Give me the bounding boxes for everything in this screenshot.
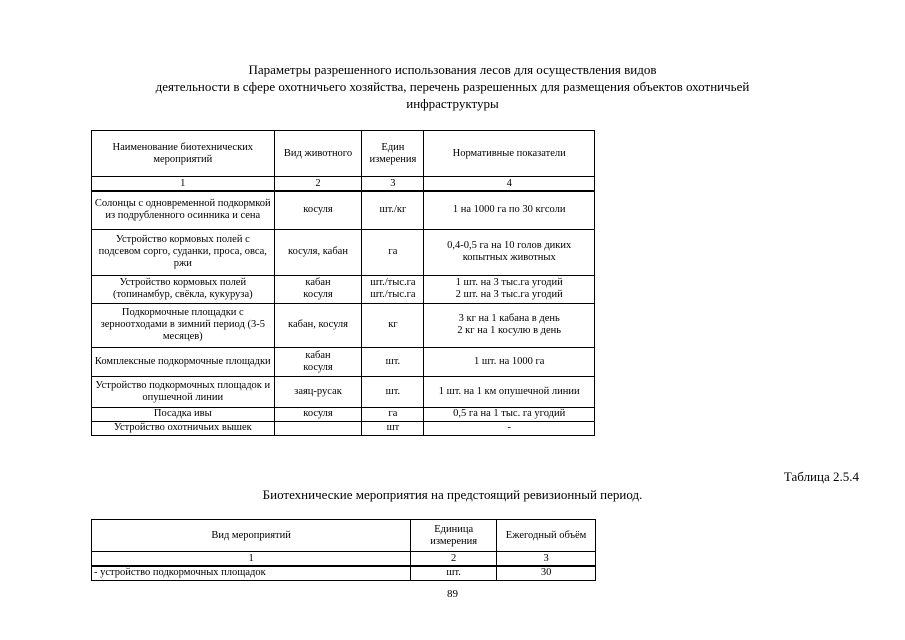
heading-line-1: Параметры разрешенного использования лесов для осуществления видов — [248, 62, 657, 77]
unit-cell: шт. — [411, 566, 497, 580]
table-row — [92, 275, 595, 303]
table-row — [92, 407, 595, 421]
column-number: 3 — [362, 177, 424, 192]
animal-cell — [274, 421, 362, 435]
table-row — [92, 191, 595, 229]
unit-cell: шт. — [362, 347, 424, 376]
activity-cell: Устройство кормовых полей (топинамбур, свёкла, кукуруза) — [92, 275, 275, 303]
activity-cell: Устройство кормовых полей с подсевом сорго, суданки, проса, овса, ржи — [92, 229, 275, 275]
unit-cell: га — [362, 407, 424, 421]
norm-cell: 1 шт. на 3 тыс.га угодий 2 шт. на 3 тыс.га угодий — [424, 275, 595, 303]
header-cell: Един измерения — [362, 131, 424, 177]
table-row — [92, 229, 595, 275]
table-label: Таблица 2.5.4 — [783, 469, 859, 484]
table-header-row — [92, 131, 595, 177]
unit-cell: шт — [362, 421, 424, 435]
norm-cell: 1 шт. на 1000 га — [424, 347, 595, 376]
unit-cell: шт./кг — [362, 191, 424, 229]
animal-cell: заяц-русак — [274, 376, 362, 407]
column-number: 4 — [424, 177, 595, 192]
biotech-norms-table — [91, 130, 595, 436]
column-number: 1 — [92, 177, 275, 192]
column-number: 3 — [497, 552, 596, 567]
volume-cell: 30 — [497, 566, 596, 580]
column-number: 2 — [411, 552, 497, 567]
table-header-row — [92, 520, 596, 552]
activity-cell: Солонцы с одновременной подкормкой из подрубленного осинника и сена — [92, 191, 275, 229]
activity-cell: Подкормочные площадки с зерноотходами в зимний период (3-5 месяцев) — [92, 303, 275, 347]
activity-cell: Комплексные подкормочные площадки — [92, 347, 275, 376]
table-row — [92, 303, 595, 347]
norm-cell: 1 на 1000 га по 30 кгсоли — [424, 191, 595, 229]
norm-cell: 1 шт. на 1 км опушечной линии — [424, 376, 595, 407]
norm-cell: 0,5 га на 1 тыс. га угодий — [424, 407, 595, 421]
activity-cell: Устройство подкормочных площадок и опушечной линии — [92, 376, 275, 407]
activity-cell: Посадка ивы — [92, 407, 275, 421]
unit-cell: шт./тыс.га шт./тыс.га — [362, 275, 424, 303]
column-number: 2 — [274, 177, 362, 192]
heading-line-2: деятельности в сфере охотничьего хозяйства, перечень разрешенных для размещения объектов охотничьей — [155, 79, 750, 94]
table-row — [92, 347, 595, 376]
unit-cell: шт. — [362, 376, 424, 407]
header-cell: Нормативные показатели — [424, 131, 595, 177]
header-cell: Единица измерения — [411, 520, 497, 552]
norm-cell: 3 кг на 1 кабана в день 2 кг на 1 косулю в день — [424, 303, 595, 347]
column-number: 1 — [92, 552, 411, 567]
page-number: 89 — [447, 588, 458, 600]
header-cell: Наименование биотехнических мероприятий — [92, 131, 275, 177]
animal-cell: кабан, косуля — [274, 303, 362, 347]
heading-line-3: инфраструктуры — [406, 96, 499, 111]
activity-cell: Устройство охотничьих вышек — [92, 421, 275, 435]
biotech-plan-table — [91, 519, 596, 581]
table2-title: Биотехнические мероприятия на предстоящий ревизионный период. — [262, 487, 643, 502]
header-cell: Вид мероприятий — [92, 520, 411, 552]
column-number-row — [92, 177, 595, 192]
header-cell: Вид животного — [274, 131, 362, 177]
table-row — [92, 421, 595, 435]
column-number-row — [92, 552, 596, 567]
animal-cell: кабан косуля — [274, 275, 362, 303]
activity-cell: - устройство подкормочных площадок — [92, 566, 411, 580]
animal-cell: косуля — [274, 407, 362, 421]
norm-cell: - — [424, 421, 595, 435]
norm-cell: 0,4-0,5 га на 10 голов диких копытных животных — [424, 229, 595, 275]
animal-cell: кабан косуля — [274, 347, 362, 376]
unit-cell: кг — [362, 303, 424, 347]
table-row — [92, 566, 596, 580]
unit-cell: га — [362, 229, 424, 275]
animal-cell: косуля — [274, 191, 362, 229]
animal-cell: косуля, кабан — [274, 229, 362, 275]
header-cell: Ежегодный объём — [497, 520, 596, 552]
table-row — [92, 376, 595, 407]
